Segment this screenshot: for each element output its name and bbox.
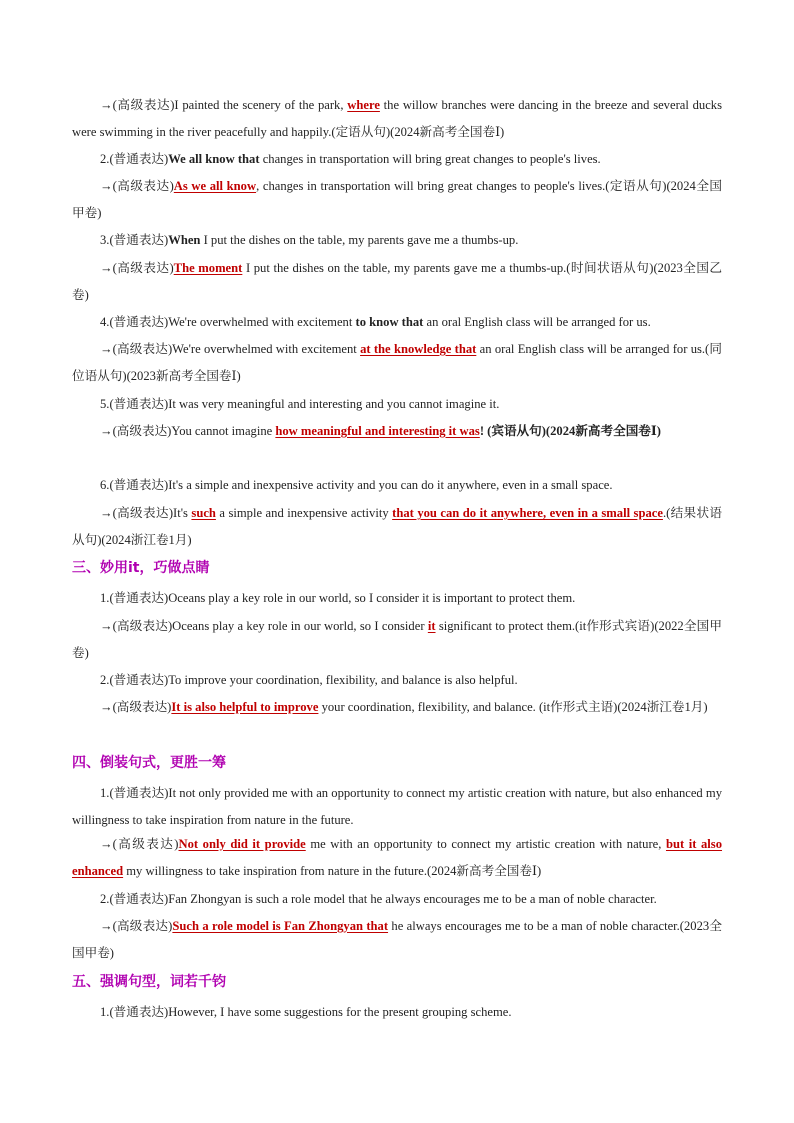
text: →(高级表达)I painted the scenery of the park, bbox=[100, 98, 348, 112]
highlight: that you can do it anywhere, even in a small space bbox=[392, 506, 663, 520]
text: →(高级表达) bbox=[100, 700, 172, 714]
text: an oral English class will be arranged for us. bbox=[423, 315, 651, 329]
text: .(结果状语从句)(2024浙江卷1月) bbox=[72, 506, 723, 547]
paragraph-9-advanced bbox=[72, 831, 722, 885]
paragraph-6-normal bbox=[72, 472, 722, 499]
text: →(高级表达)Oceans play a key role in our world, so I consider bbox=[100, 619, 428, 633]
highlight: It is also helpful to improve bbox=[171, 700, 319, 714]
text: →(高级表达) bbox=[100, 179, 174, 193]
section-heading-4: 四、倒装句式，更胜一筹 bbox=[72, 755, 226, 771]
section-heading-5: 五、强调句型，词若千钧 bbox=[72, 974, 226, 990]
text: 1.(普通表达)Oceans play a key role in our world, so I consider it is important to protect them. bbox=[100, 591, 576, 605]
text: your coordination, flexibility, and balance. (it作形式主语)(2024浙江卷1月) bbox=[318, 700, 708, 714]
section-heading-3: 三、妙用it，巧做点睛 bbox=[72, 560, 210, 576]
text: 1.(普通表达)It not only provided me with an opportunity to connect my artistic creation with nature, but also enhanced my willingness to take inspiration from nature in the future. bbox=[72, 786, 722, 827]
paragraph-9-normal bbox=[72, 780, 722, 834]
paragraph-8-advanced bbox=[72, 694, 722, 721]
text: 3.(普通表达) bbox=[100, 233, 169, 247]
highlight: Such a role model is Fan Zhongyan that bbox=[172, 919, 389, 933]
paragraph-5-normal bbox=[72, 391, 722, 418]
paragraph-7-normal bbox=[72, 585, 722, 612]
paragraph-2-normal bbox=[72, 146, 722, 173]
paragraph-1-advanced bbox=[72, 92, 722, 146]
text: 2.(普通表达)Fan Zhongyan is such a role model that he always encourages me to be a man of noble character. bbox=[100, 892, 657, 906]
text: he always encourages me to be a man of noble character.(2023全国甲卷) bbox=[72, 919, 722, 960]
text: I put the dishes on the table, my parents gave me a thumbs-up. bbox=[200, 233, 519, 247]
paragraph-10-normal bbox=[72, 886, 722, 913]
text: 5.(普通表达)It was very meaningful and interesting and you cannot imagine it. bbox=[100, 397, 500, 411]
text: →(高级表达)It's bbox=[100, 506, 192, 520]
text: me with an opportunity to connect my artistic creation with nature, bbox=[305, 837, 666, 851]
text: 4.(普通表达)We're overwhelmed with excitement bbox=[100, 315, 356, 329]
text: ! (宾语从句)(2024新高考全国卷Ⅰ) bbox=[479, 424, 661, 438]
paragraph-10-advanced bbox=[72, 913, 722, 967]
text: →(高级表达) bbox=[100, 919, 173, 933]
text: 2.(普通表达) bbox=[100, 152, 169, 166]
highlight: it bbox=[427, 619, 436, 633]
highlight: such bbox=[191, 506, 216, 520]
text: a simple and inexpensive activity bbox=[215, 506, 393, 520]
highlight: how meaningful and interesting it was bbox=[275, 424, 480, 438]
text: 1.(普通表达)However, I have some suggestions for the present grouping scheme. bbox=[100, 1005, 512, 1019]
highlight: where bbox=[347, 98, 380, 112]
text: changes in transportation will bring great changes to people's lives. bbox=[259, 152, 601, 166]
paragraph-8-normal bbox=[72, 667, 722, 694]
text: →(高级表达)You cannot imagine bbox=[100, 424, 276, 438]
paragraph-5-advanced bbox=[72, 418, 722, 445]
highlight: As we all know bbox=[173, 179, 257, 193]
text: 6.(普通表达)It's a simple and inexpensive activity and you can do it anywhere, even in a small space. bbox=[100, 478, 613, 492]
paragraph-6-advanced bbox=[72, 500, 722, 554]
text: →(高级表达)We're overwhelmed with excitement bbox=[100, 342, 361, 356]
highlight: Not only did it provide bbox=[178, 837, 306, 851]
paragraph-3-normal bbox=[72, 227, 722, 254]
paragraph-4-advanced bbox=[72, 336, 722, 390]
highlight: but it also enhanced bbox=[72, 837, 723, 878]
bold-phrase: When bbox=[168, 233, 201, 247]
text: I put the dishes on the table, my parents gave me a thumbs-up.(时间状语从句)(2023全国乙卷) bbox=[72, 261, 722, 302]
text: the willow branches were dancing in the breeze and several ducks were swimming in the river peacefully and happily.(定语从句)(2024新高考全国卷Ⅰ) bbox=[72, 98, 722, 139]
highlight: The moment bbox=[173, 261, 243, 275]
paragraph-3-advanced bbox=[72, 255, 722, 309]
paragraph-2-advanced bbox=[72, 173, 722, 227]
bold-phrase: to know that bbox=[355, 315, 424, 329]
text: an oral English class will be arranged for us.(同位语从句)(2023新高考全国卷Ⅰ) bbox=[72, 342, 722, 383]
paragraph-4-normal bbox=[72, 309, 722, 336]
text: my willingness to take inspiration from nature in the future.(2024新高考全国卷Ⅰ) bbox=[123, 864, 542, 878]
text: 2.(普通表达)To improve your coordination, flexibility, and balance is also helpful. bbox=[100, 673, 518, 687]
bold-phrase: We all know that bbox=[168, 152, 260, 166]
text: , changes in transportation will bring great changes to people's lives.(定语从句)(2024全国甲卷) bbox=[72, 179, 722, 220]
paragraph-7-advanced bbox=[72, 613, 722, 667]
text: →(高级表达) bbox=[100, 261, 174, 275]
text: significant to protect them.(it作形式宾语)(2022全国甲卷) bbox=[72, 619, 722, 660]
text: →(高级表达) bbox=[100, 837, 179, 851]
highlight: at the knowledge that bbox=[360, 342, 477, 356]
paragraph-11-normal bbox=[72, 999, 722, 1026]
